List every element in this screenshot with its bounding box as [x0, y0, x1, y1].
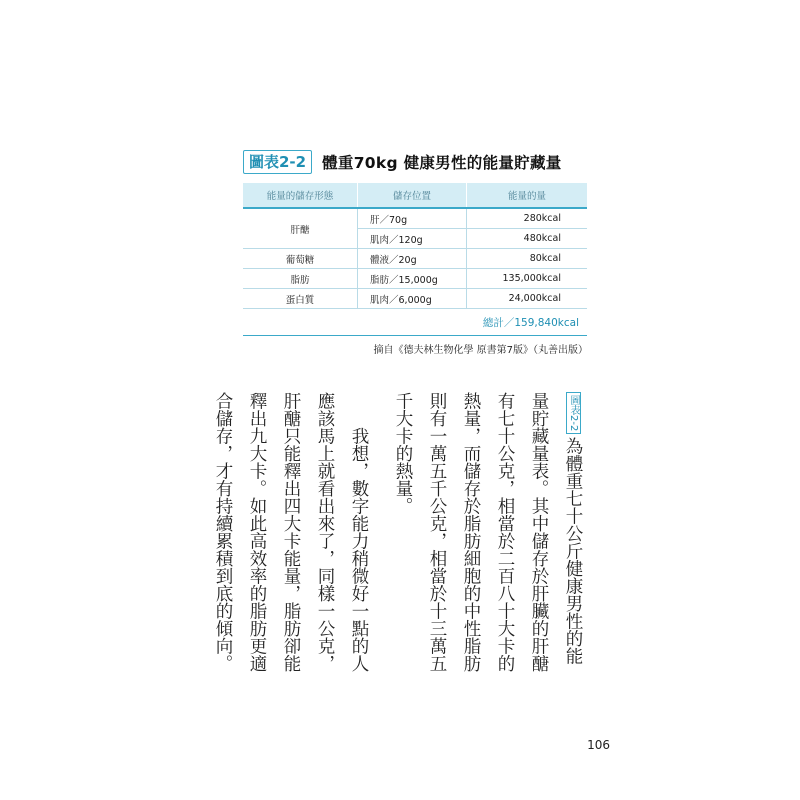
- cell-location: 脂肪／15,000g: [358, 269, 467, 289]
- cell-form: 脂肪: [243, 269, 358, 289]
- body-paragraph: [206, 392, 376, 672]
- body-text: [206, 392, 590, 672]
- table-row: [243, 208, 587, 229]
- table-total: 總計／159,840kcal: [243, 309, 587, 336]
- figure-badge: 圖表2-2: [243, 150, 312, 174]
- cell-location: 體液／20g: [358, 249, 467, 269]
- header-energy: 能量的量: [467, 183, 588, 208]
- figure-title: 體重70kg 健康男性的能量貯藏量: [322, 154, 562, 172]
- cell-location: 肌肉／120g: [358, 229, 467, 249]
- cell-form: 蛋白質: [243, 289, 358, 309]
- cell-location: 肝／70g: [358, 208, 467, 229]
- cell-energy: 135,000kcal: [467, 269, 588, 289]
- body-paragraph: [386, 392, 590, 672]
- figure-reference-badge: 圖表2-2: [566, 392, 581, 434]
- cell-energy: 480kcal: [467, 229, 588, 249]
- body-paragraph-2-text: 我想，數字能力稍微好一點的人應該馬上就看出來了，同樣一公克，肝醣只能釋出四大卡能量，脂肪卻能釋出九大卡。如此高效率的脂肪更適合儲存，才有持續累積到底的傾向。: [213, 392, 369, 672]
- header-location: 儲存位置: [358, 183, 467, 208]
- cell-form: 葡萄糖: [243, 249, 358, 269]
- table-row: [243, 269, 587, 289]
- cell-form: 肝醣: [243, 208, 358, 249]
- cell-energy: 280kcal: [467, 208, 588, 229]
- table-header-row: [243, 183, 587, 208]
- cell-energy: 24,000kcal: [467, 289, 588, 309]
- table-row: [243, 249, 587, 269]
- body-paragraph-1-text: 為體重七十公斤健康男性的能量貯藏量表。其中儲存於肝臟的肝醣有七十公克，相當於二百八十大卡的熱量，而儲存於脂肪細胞的中性脂肪則有一萬五千公克，相當於十三萬五千大卡的熱量。: [393, 392, 583, 672]
- cell-location: 肌肉／6,000g: [358, 289, 467, 309]
- page-number: 106: [587, 738, 610, 752]
- cell-energy: 80kcal: [467, 249, 588, 269]
- table-source-note: 摘自《德夫林生物化學 原書第7版》（丸善出版）: [373, 345, 588, 356]
- figure-caption: [243, 149, 562, 175]
- table-total-row: [243, 309, 587, 336]
- energy-table: [243, 183, 587, 336]
- table-row: [243, 289, 587, 309]
- header-form: 能量的儲存形態: [243, 183, 358, 208]
